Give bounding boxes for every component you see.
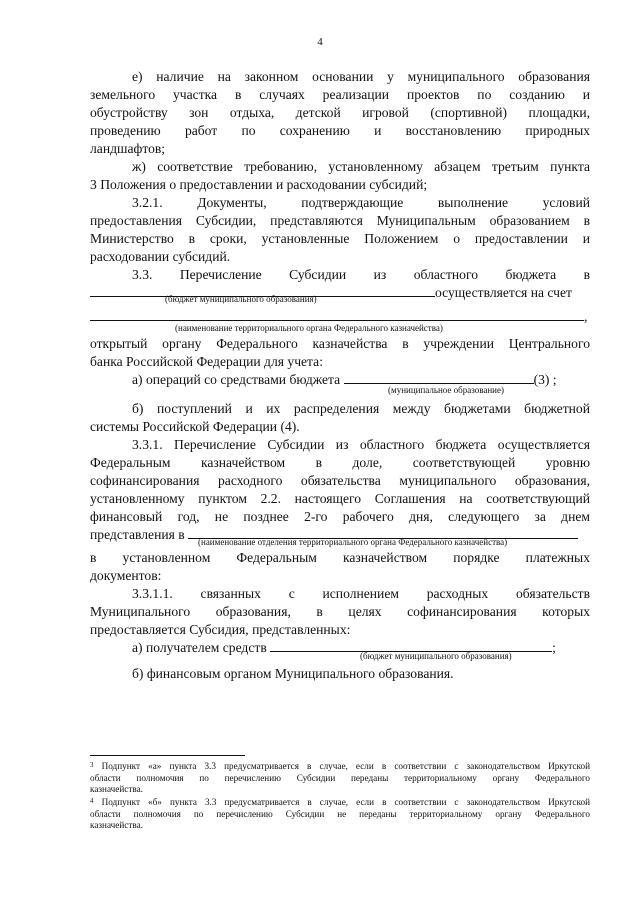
clause-3-3-1-line3: софинансирования расходного обязательства муниципального образования, xyxy=(90,473,590,488)
clause-3-3-1-line5: финансовый год, не позднее 2-го рабочего дня, следующего за днем xyxy=(90,509,590,524)
clause-3-3-1-line2: Федеральным казначейством в доле, соответствующей уровню xyxy=(90,455,590,470)
clause-3-3-1-1-line2: Муниципального образования, в целях софинансирования которых xyxy=(90,604,590,619)
caption-treasury: (наименование территориального органа Федерального казначейства) xyxy=(175,323,443,333)
clause-3-3-1-line4: установленному пунктом 2.2. настоящего Соглашения на соответствующий xyxy=(90,491,590,506)
clause-3-3-1-1-line1: 3.3.1.1. связанных с исполнением расходных обязательств xyxy=(132,586,590,601)
clause-3-3-1-line7: в установленном Федеральным казначейством порядке платежных xyxy=(90,550,590,565)
caption-municipality: (муниципальное образование) xyxy=(388,385,504,395)
footnote-3-mark: 3 xyxy=(90,761,94,769)
clause-3-3-line3: , xyxy=(90,308,590,325)
footnote-4-line2: области полномочия по перечислению Субсидии не переданы территориальному органу Федерального xyxy=(90,808,590,819)
item-e-line2: земельного участка в случаях реализации проектов по созданию и xyxy=(90,87,590,102)
clause-3-3-1-line6: представления в xyxy=(90,526,590,543)
page-number: 4 xyxy=(317,36,323,48)
item-b-line1: б) поступлений и их распределения между бюджетами бюджетной xyxy=(132,401,590,416)
caption-budget: (бюджет муниципального образования) xyxy=(165,294,317,304)
blank-treasury-field[interactable] xyxy=(90,308,584,321)
clause-3-3-1-line1: 3.3.1. Перечисление Субсидии из областного бюджета осуществляется xyxy=(132,437,590,452)
item-zh-line1: ж) соответствие требованию, установленному абзацем третьим пункта xyxy=(132,159,590,174)
footnote-3-line2: области полномочия по перечислению Субсидии переданы территориальному органу Федерального xyxy=(90,772,590,783)
item-e-line1: е) наличие на законном основании у муниципального образования xyxy=(132,69,590,84)
clause-3-3-1-1-line3: предоставляется Субсидия, представленных: xyxy=(90,622,351,637)
clause-3-3-1-line8: документов: xyxy=(90,568,162,583)
caption-recipient-budget: (бюджет муниципального образования) xyxy=(360,651,512,661)
caption-treasury-branch: (наименование отделения территориального органа Федерального казначейства) xyxy=(198,537,508,547)
item-zh-line2: 3 Положения о предоставлении и расходовании субсидий; xyxy=(90,177,428,192)
item-e-line5: ландшафтов; xyxy=(90,141,166,156)
clause-3-3-line1: 3.3. Перечисление Субсидии из областного бюджета в xyxy=(132,267,590,282)
clause-3-2-1-line2: предоставления Субсидии, представляются Муниципальным образованием в xyxy=(90,213,590,228)
clause-3-3-line5: банка Российской Федерации для учета: xyxy=(90,354,323,369)
clause-3-2-1-line1: 3.2.1. Документы, подтверждающие выполнение условий xyxy=(132,195,590,210)
item-b-line2: системы Российской Федерации (4). xyxy=(90,419,300,434)
blank-municipality-field[interactable] xyxy=(344,371,534,384)
footnote-4-line1: $^4$ Подпункт «б» пункта 3.3 предусматривается в случае, если в соответствии с законодательством Иркутской xyxy=(90,797,591,807)
footnote-3-line1: $^3$ Подпункт «а» пункта 3.3 предусматривается в случае, если в соответствии с законодательством Иркутской xyxy=(90,761,590,771)
item-b-financial-body: б) финансовым органом Муниципального образования. xyxy=(132,666,454,681)
footnote-3-line3: казначейства. xyxy=(90,784,143,794)
clause-3-3-line4: открытый органу Федерального казначейства в учреждении Центрального xyxy=(90,336,590,351)
item-a-operations: а) операций со средствами бюджета (3) ; xyxy=(132,372,557,387)
clause-3-2-1-line3: Министерство в сроки, установленные Положением о предоставлении и xyxy=(90,231,590,246)
clause-3-3-line2: осуществляется на счет xyxy=(90,284,590,301)
footnote-4 xyxy=(90,797,590,832)
item-e-line3: обустройству зон отдыха, детской игровой (спортивной) площадки, xyxy=(90,105,590,120)
item-a-recipient: а) получателем средств ; xyxy=(132,640,556,655)
footnote-separator xyxy=(90,755,245,756)
item-e-line4: проведению работ по сохранению и восстановлению природных xyxy=(90,123,590,138)
clause-3-2-1-line4: расходовании субсидий. xyxy=(90,249,231,264)
footnote-4-mark: 4 xyxy=(90,797,94,805)
footnote-4-line3: казначейства. xyxy=(90,820,143,830)
footnote-3 xyxy=(90,761,590,796)
